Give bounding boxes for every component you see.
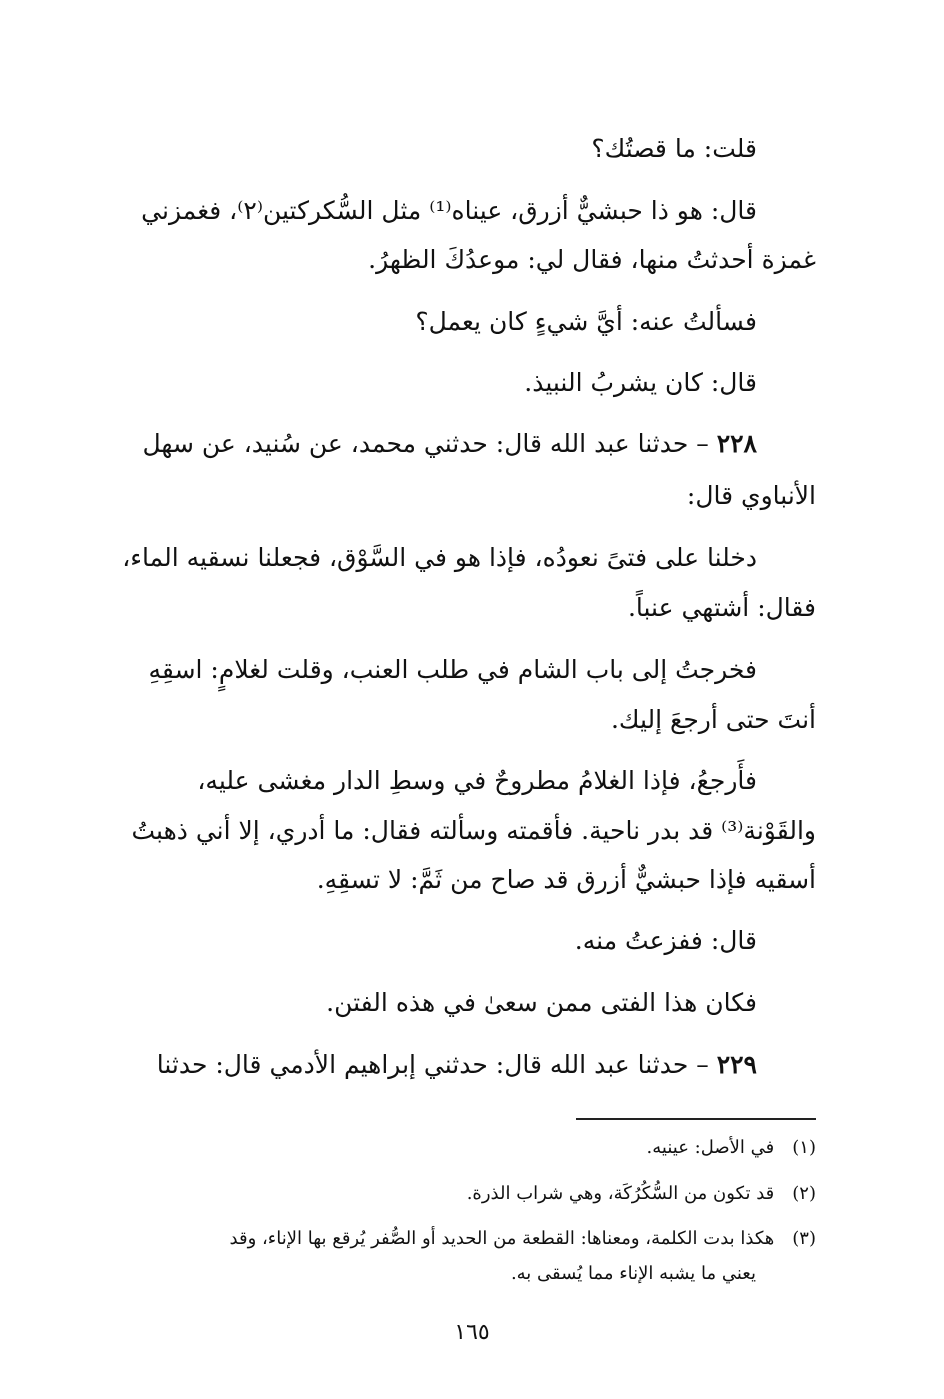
footnote xyxy=(126,1180,816,1208)
text-line: – حدثنا عبد الله قال: حدثني محمد، عن سُنيد، عن سهل xyxy=(142,429,709,458)
footnote xyxy=(126,1225,816,1253)
hadith-line xyxy=(126,427,757,461)
hadith-number: ٢٢٩ xyxy=(716,1050,757,1079)
page-number: ١٦٥ xyxy=(454,1320,490,1345)
text-line: قال: ففزعتُ منه. xyxy=(574,926,757,955)
hadith-number: ٢٢٨ xyxy=(716,429,757,458)
text-line: فأَرجعُ، فإذا الغلامُ مطروحٌ في وسطِ الدار مغشى عليه، xyxy=(197,766,757,795)
text-line: أسقيه فإذا حبشيٌّ أزرق قد صاح من ثَمَّ: لا تسقِهِ. xyxy=(316,865,816,894)
hadith-line xyxy=(126,1048,757,1082)
text-line: دخلنا على فتىً نعودُه، فإذا هو في السَّوْق، فجعلنا نسقيه الماء، xyxy=(122,543,757,572)
text-line: أنتَ حتى أرجعَ إليك. xyxy=(610,705,816,734)
footnote-number: (١) xyxy=(792,1137,816,1158)
footnote-number: (٣) xyxy=(792,1228,816,1249)
footnote-text: قد تكون من السُّكُرُكَة، وهي شراب الذرة. xyxy=(466,1183,775,1204)
text-line: فخرجتُ إلى باب الشام في طلب العنب، وقلت لغلامٍ: اسقِهِ xyxy=(148,655,757,684)
text-line: والقَوْنة⁽³⁾ قد بدر ناحية. فأقمته وسألته فقال: ما أدري، إلا أني ذهبتُ xyxy=(131,816,816,845)
footnote-continuation: يعني ما يشبه الإناء مما يُسقى به. xyxy=(510,1263,756,1284)
text-line: فكان هذا الفتى ممن سعىٰ في هذه الفتن. xyxy=(326,988,757,1017)
text-line: قلت: ما قصتُك؟ xyxy=(591,134,757,163)
text-line: الأنباوي قال: xyxy=(686,481,816,510)
footnote xyxy=(126,1134,816,1162)
footnote-text: هكذا بدت الكلمة، ومعناها: القطعة من الحديد أو الصُّفر يُرقع بها الإناء، وقد xyxy=(229,1228,775,1249)
text-line: فقال: أشتهي عنباً. xyxy=(627,593,816,622)
text-line: – حدثنا عبد الله قال: حدثني إبراهيم الأدمي قال: حدثنا xyxy=(156,1050,709,1079)
footnote-number: (٢) xyxy=(792,1183,816,1204)
text-line: غمزة أحدثتُ منها، فقال لي: موعدُكَ الظهرُ. xyxy=(368,245,816,274)
text-line: قال: كان يشربُ النبيذ. xyxy=(524,368,757,397)
text-line: فسألتُ عنه: أيَّ شيءٍ كان يعمل؟ xyxy=(415,307,757,336)
footnote-divider xyxy=(576,1118,816,1120)
footnote-text: في الأصل: عينيه. xyxy=(646,1137,775,1158)
text-line: قال: هو ذا حبشيٌّ أزرق، عيناه⁽¹⁾ مثل السُّكركتين⁽٢⁾، فغمزني xyxy=(141,196,757,225)
